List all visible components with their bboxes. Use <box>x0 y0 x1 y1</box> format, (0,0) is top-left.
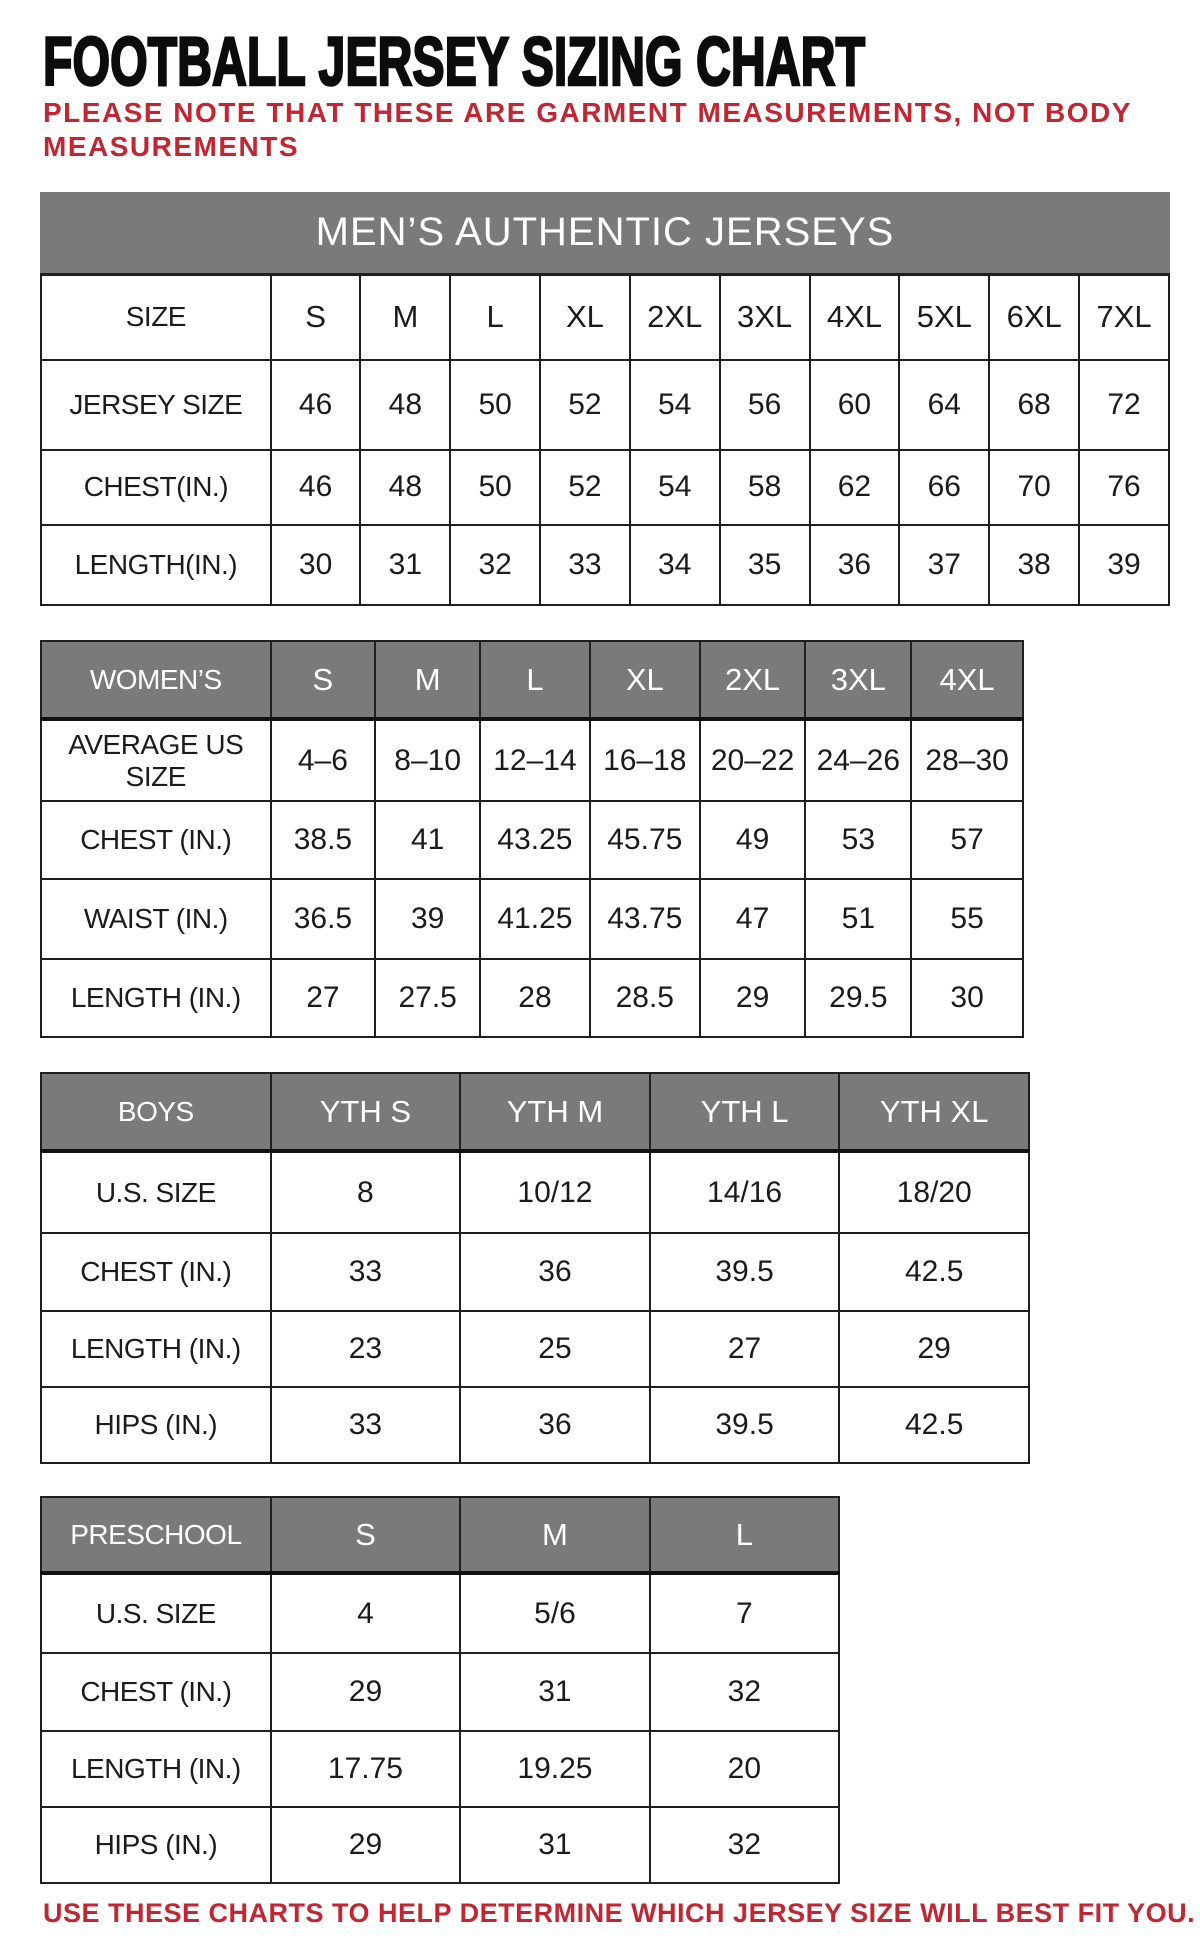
header-cell: L <box>480 641 590 719</box>
table-row <box>41 719 1023 801</box>
header-cell: YTH M <box>460 1073 650 1151</box>
value-cell: 64 <box>899 360 989 450</box>
value-cell: 42.5 <box>839 1387 1029 1463</box>
row-label: AVERAGE US SIZE <box>41 719 271 801</box>
value-cell: 46 <box>271 360 361 450</box>
value-cell: 27.5 <box>375 959 480 1037</box>
row-label: CHEST(IN.) <box>41 450 271 525</box>
value-cell: 70 <box>989 450 1079 525</box>
value-cell: 51 <box>805 879 911 959</box>
table-row <box>41 1151 1029 1233</box>
value-cell: 54 <box>630 450 720 525</box>
table-row <box>41 1573 839 1653</box>
table-row <box>41 275 1169 360</box>
table-row <box>41 1807 839 1883</box>
row-label: LENGTH(IN.) <box>41 525 271 605</box>
row-label: SIZE <box>41 275 271 360</box>
value-cell: 72 <box>1079 360 1169 450</box>
row-label: U.S. SIZE <box>41 1573 271 1653</box>
value-cell: 20 <box>650 1731 839 1807</box>
preschool-jerseys-section <box>40 1496 840 1884</box>
value-cell: 30 <box>911 959 1023 1037</box>
boys-size-table <box>40 1072 1030 1464</box>
value-cell: 62 <box>810 450 900 525</box>
value-cell: 33 <box>271 1387 461 1463</box>
value-cell: 41.25 <box>480 879 590 959</box>
value-cell: 66 <box>899 450 989 525</box>
value-cell: 38.5 <box>271 801 376 879</box>
value-cell: 39 <box>375 879 480 959</box>
value-cell: L <box>450 275 540 360</box>
value-cell: 35 <box>720 525 810 605</box>
header-cell: YTH S <box>271 1073 461 1151</box>
value-cell: 76 <box>1079 450 1169 525</box>
preschool-size-table <box>40 1496 840 1884</box>
table-header-row <box>41 641 1023 719</box>
value-cell: 33 <box>540 525 630 605</box>
value-cell: M <box>360 275 450 360</box>
value-cell: 6XL <box>989 275 1079 360</box>
value-cell: 4–6 <box>271 719 376 801</box>
page-title: FOOTBALL JERSEY SIZING CHART <box>43 23 866 100</box>
header-cell: M <box>460 1497 649 1573</box>
value-cell: 50 <box>450 360 540 450</box>
value-cell: 8 <box>271 1151 461 1233</box>
table-header-row <box>41 1497 839 1573</box>
value-cell: 48 <box>360 360 450 450</box>
table-row <box>41 1311 1029 1387</box>
value-cell: 28 <box>480 959 590 1037</box>
value-cell: 17.75 <box>271 1731 460 1807</box>
value-cell: 48 <box>360 450 450 525</box>
header-cell: 3XL <box>805 641 911 719</box>
row-label: LENGTH (IN.) <box>41 959 271 1037</box>
value-cell: 54 <box>630 360 720 450</box>
value-cell: 36 <box>460 1387 650 1463</box>
value-cell: 39 <box>1079 525 1169 605</box>
row-label: LENGTH (IN.) <box>41 1731 271 1807</box>
value-cell: 19.25 <box>460 1731 649 1807</box>
womens-jerseys-section <box>40 640 1024 1038</box>
boys-jerseys-section <box>40 1072 1030 1464</box>
header-cell: BOYS <box>41 1073 271 1151</box>
table-row <box>41 1233 1029 1311</box>
value-cell: 47 <box>700 879 806 959</box>
value-cell: 12–14 <box>480 719 590 801</box>
row-label: CHEST (IN.) <box>41 801 271 879</box>
value-cell: 4XL <box>810 275 900 360</box>
value-cell: 39.5 <box>650 1233 840 1311</box>
value-cell: 58 <box>720 450 810 525</box>
value-cell: 25 <box>460 1311 650 1387</box>
header-cell: M <box>375 641 480 719</box>
value-cell: 31 <box>460 1653 649 1731</box>
value-cell: 20–22 <box>700 719 806 801</box>
value-cell: 7 <box>650 1573 839 1653</box>
header-cell: WOMEN’S <box>41 641 271 719</box>
mens-jerseys-header: MEN’S AUTHENTIC JERSEYS <box>40 192 1170 273</box>
value-cell: 56 <box>720 360 810 450</box>
value-cell: 14/16 <box>650 1151 840 1233</box>
value-cell: 27 <box>650 1311 840 1387</box>
header-cell: 2XL <box>700 641 806 719</box>
value-cell: 10/12 <box>460 1151 650 1233</box>
table-row <box>41 525 1169 605</box>
value-cell: 60 <box>810 360 900 450</box>
header-cell: L <box>650 1497 839 1573</box>
row-label: HIPS (IN.) <box>41 1387 271 1463</box>
value-cell: 38 <box>989 525 1079 605</box>
row-label: HIPS (IN.) <box>41 1807 271 1883</box>
value-cell: 36.5 <box>271 879 376 959</box>
value-cell: 43.75 <box>590 879 700 959</box>
value-cell: 37 <box>899 525 989 605</box>
womens-size-table <box>40 640 1024 1038</box>
value-cell: 29 <box>839 1311 1029 1387</box>
value-cell: 8–10 <box>375 719 480 801</box>
value-cell: 39.5 <box>650 1387 840 1463</box>
header-cell: YTH XL <box>839 1073 1029 1151</box>
header-cell: YTH L <box>650 1073 840 1151</box>
value-cell: 55 <box>911 879 1023 959</box>
value-cell: 41 <box>375 801 480 879</box>
mens-size-table <box>40 273 1170 606</box>
row-label: WAIST (IN.) <box>41 879 271 959</box>
value-cell: 68 <box>989 360 1079 450</box>
value-cell: 24–26 <box>805 719 911 801</box>
value-cell: 52 <box>540 360 630 450</box>
row-label: JERSEY SIZE <box>41 360 271 450</box>
row-label: LENGTH (IN.) <box>41 1311 271 1387</box>
value-cell: 4 <box>271 1573 460 1653</box>
value-cell: S <box>271 275 361 360</box>
value-cell: 16–18 <box>590 719 700 801</box>
header-cell: XL <box>590 641 700 719</box>
value-cell: 52 <box>540 450 630 525</box>
table-row <box>41 879 1023 959</box>
table-row <box>41 1731 839 1807</box>
header-cell: S <box>271 1497 460 1573</box>
value-cell: 31 <box>360 525 450 605</box>
value-cell: 28–30 <box>911 719 1023 801</box>
header-cell: PRESCHOOL <box>41 1497 271 1573</box>
table-row <box>41 1387 1029 1463</box>
value-cell: XL <box>540 275 630 360</box>
value-cell: 50 <box>450 450 540 525</box>
value-cell: 29.5 <box>805 959 911 1037</box>
value-cell: 53 <box>805 801 911 879</box>
table-row <box>41 959 1023 1037</box>
value-cell: 32 <box>650 1807 839 1883</box>
value-cell: 33 <box>271 1233 461 1311</box>
value-cell: 29 <box>700 959 806 1037</box>
value-cell: 28.5 <box>590 959 700 1037</box>
header-cell: 4XL <box>911 641 1023 719</box>
value-cell: 49 <box>700 801 806 879</box>
value-cell: 23 <box>271 1311 461 1387</box>
table-row <box>41 801 1023 879</box>
mens-jerseys-section <box>40 192 1170 606</box>
value-cell: 43.25 <box>480 801 590 879</box>
fit-advice-footer: USE THESE CHARTS TO HELP DETERMINE WHICH JERSEY SIZE WILL BEST FIT YOU. <box>43 1898 1196 1928</box>
value-cell: 57 <box>911 801 1023 879</box>
garment-measurements-note: PLEASE NOTE THAT THESE ARE GARMENT MEASUREMENTS, NOT BODY MEASUREMENTS <box>43 97 1132 162</box>
value-cell: 29 <box>271 1807 460 1883</box>
header-cell: S <box>271 641 376 719</box>
value-cell: 7XL <box>1079 275 1169 360</box>
table-row <box>41 450 1169 525</box>
table-row <box>41 360 1169 450</box>
value-cell: 5/6 <box>460 1573 649 1653</box>
row-label: CHEST (IN.) <box>41 1233 271 1311</box>
value-cell: 31 <box>460 1807 649 1883</box>
row-label: CHEST (IN.) <box>41 1653 271 1731</box>
value-cell: 32 <box>450 525 540 605</box>
value-cell: 45.75 <box>590 801 700 879</box>
value-cell: 46 <box>271 450 361 525</box>
value-cell: 27 <box>271 959 376 1037</box>
value-cell: 29 <box>271 1653 460 1731</box>
value-cell: 42.5 <box>839 1233 1029 1311</box>
table-row <box>41 1653 839 1731</box>
value-cell: 36 <box>810 525 900 605</box>
row-label: U.S. SIZE <box>41 1151 271 1233</box>
value-cell: 34 <box>630 525 720 605</box>
value-cell: 32 <box>650 1653 839 1731</box>
value-cell: 30 <box>271 525 361 605</box>
value-cell: 2XL <box>630 275 720 360</box>
value-cell: 3XL <box>720 275 810 360</box>
value-cell: 5XL <box>899 275 989 360</box>
value-cell: 36 <box>460 1233 650 1311</box>
value-cell: 18/20 <box>839 1151 1029 1233</box>
table-header-row <box>41 1073 1029 1151</box>
